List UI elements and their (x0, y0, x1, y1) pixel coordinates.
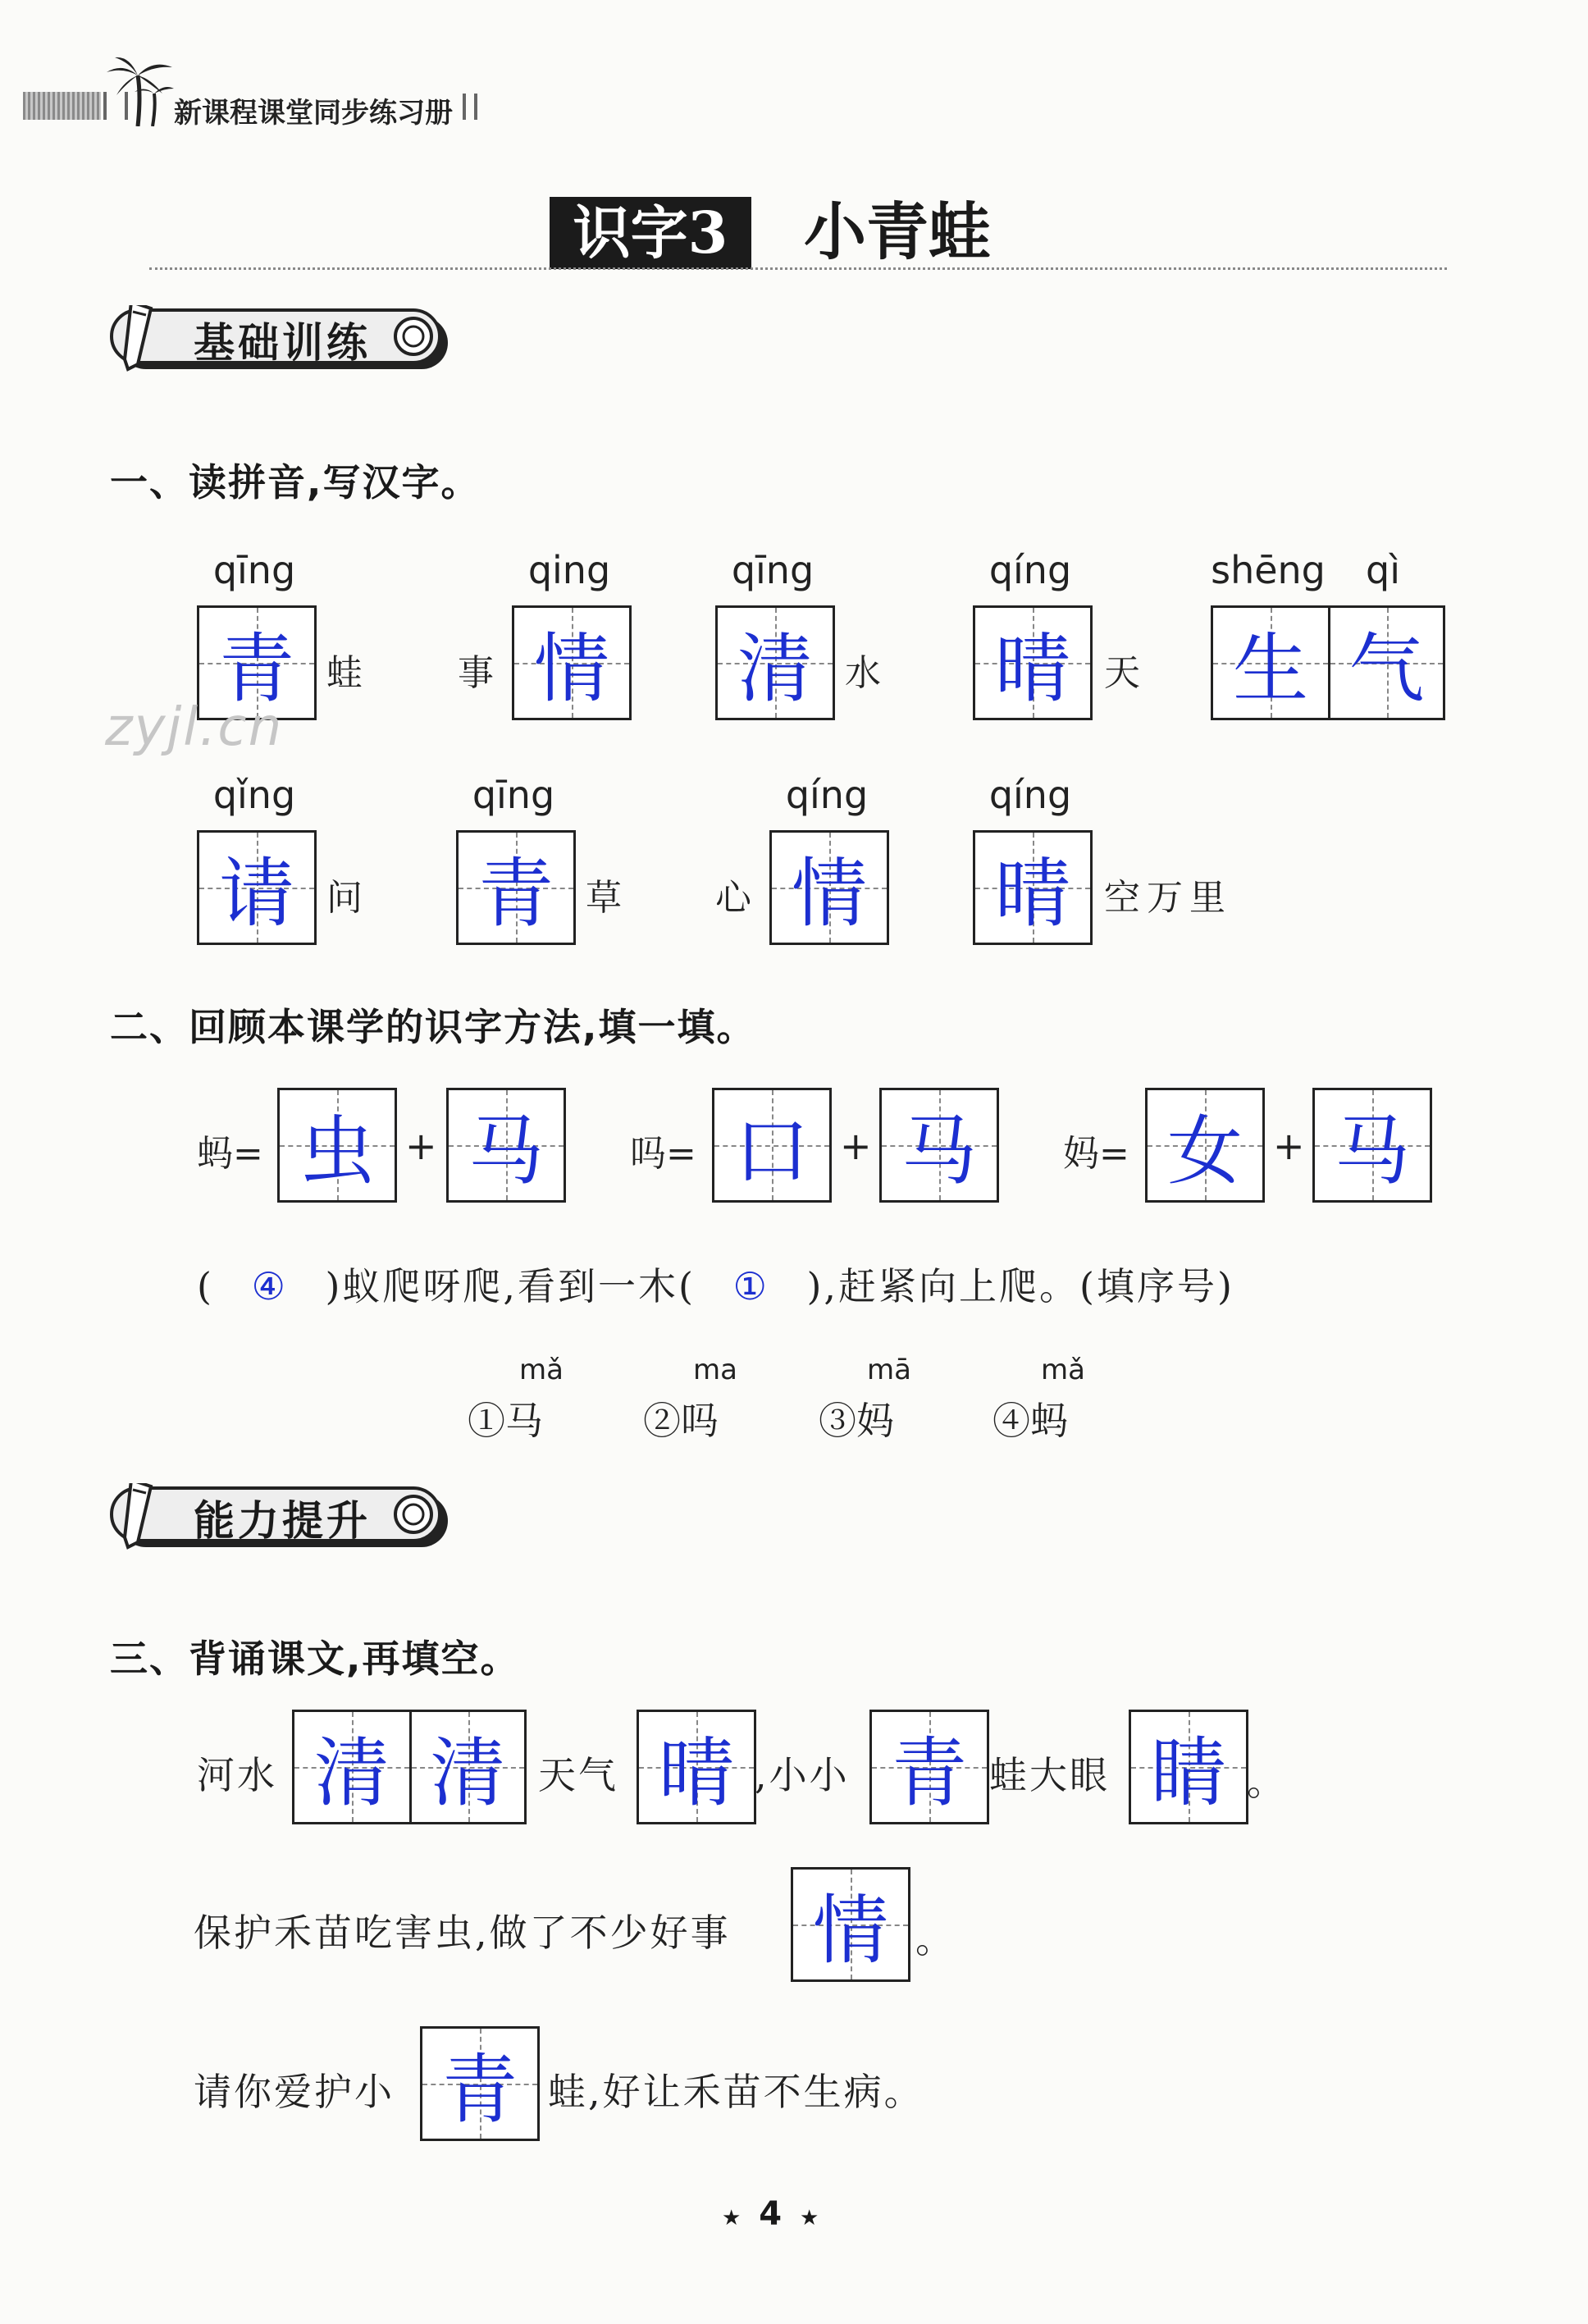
answer-cell: 女 (1148, 1090, 1262, 1200)
word-prefix: 事 (458, 652, 494, 694)
header-decor-bar (23, 92, 101, 120)
answer-box (1129, 1710, 1248, 1824)
answer-box (1145, 1088, 1265, 1203)
answer-cell: 气 (1328, 608, 1443, 718)
option-item: ①马 (468, 1399, 543, 1443)
header-decor-lines-right (463, 94, 477, 120)
question-1-prompt: 一、读拼音,写汉字。 (110, 460, 481, 505)
answer-box (869, 1710, 989, 1824)
pinyin: qíng (988, 773, 1072, 817)
answer-cell: 青 (422, 2029, 537, 2139)
answer-box (637, 1710, 756, 1824)
plus-sign: + (1273, 1124, 1305, 1168)
answer-cell: 清 (294, 1712, 409, 1822)
answer-cell: 清 (409, 1712, 524, 1822)
page-number: 4 (759, 2195, 783, 2233)
star-icon: ★ (800, 2206, 819, 2230)
title-divider (149, 267, 1447, 270)
answer-box (512, 605, 632, 720)
palm-tree-icon (105, 54, 174, 126)
section-title-advanced: 能力提升 (194, 1497, 371, 1545)
word-suffix: 空万里 (1104, 877, 1232, 919)
answer-cell: 情 (514, 608, 629, 718)
answer-box (973, 605, 1093, 720)
answer-box (446, 1088, 566, 1203)
poem-text: 天气 (538, 1753, 618, 1797)
poem-text: 蛙大眼 (989, 1753, 1110, 1797)
page-number-footer (722, 2195, 819, 2233)
answer-cell: 晴 (975, 833, 1090, 943)
answer-cell: 青 (199, 608, 314, 718)
answer-cell: 晴 (639, 1712, 754, 1822)
answer-cell: 口 (714, 1090, 829, 1200)
answer-box (715, 605, 835, 720)
answer-cell: 马 (882, 1090, 997, 1200)
poem-text: ,小小 (755, 1753, 850, 1797)
answer-box (712, 1088, 832, 1203)
book-title: 新课程课堂同步练习册 (174, 97, 453, 130)
answer-cell: 马 (1315, 1090, 1430, 1200)
plus-sign: + (405, 1124, 437, 1168)
option-pinyin: mǎ (1041, 1354, 1085, 1386)
section-badge-advanced (108, 1483, 453, 1557)
answer-box (791, 1867, 910, 1982)
pinyin: qíng (785, 773, 869, 817)
pinyin: qǐng (212, 773, 296, 817)
answer-box (1312, 1088, 1432, 1203)
sentence-answer-1: ④ (251, 1264, 288, 1308)
answer-cell: 情 (793, 1870, 908, 1979)
answer-box (973, 830, 1093, 945)
word-suffix: 蛙 (326, 652, 363, 694)
fill-sentence (197, 1257, 1234, 1311)
pinyin: qing (527, 548, 611, 592)
word-suffix: 天 (1104, 652, 1140, 694)
question-2-prompt: 二、回顾本课学的识字方法,填一填。 (110, 1005, 756, 1049)
lesson-label: 识字3 (550, 197, 751, 269)
pinyin: shēng (1211, 548, 1326, 592)
sentence-open: ( (197, 1264, 214, 1308)
answer-cell: 青 (459, 833, 573, 943)
option-item: ②吗 (643, 1399, 719, 1443)
answer-cell: 晴 (975, 608, 1090, 718)
answer-cell: 生 (1213, 608, 1328, 718)
sentence-text-2: ),赶紧向上爬。(填序号) (806, 1264, 1234, 1308)
question-3-prompt: 三、背诵课文,再填空。 (110, 1637, 520, 1681)
equation-lhs: 蚂= (197, 1133, 263, 1175)
answer-cell: 睛 (1131, 1712, 1246, 1822)
answer-cell: 马 (449, 1090, 564, 1200)
answer-box-double (292, 1710, 527, 1824)
word-suffix: 水 (845, 652, 881, 694)
answer-box (420, 2026, 540, 2141)
answer-box-double (1211, 605, 1445, 720)
pinyin: qīng (731, 548, 815, 592)
equation-lhs: 妈= (1063, 1133, 1129, 1175)
sentence-answer-2: ① (732, 1264, 769, 1308)
answer-cell: 青 (872, 1712, 987, 1822)
answer-cell: 请 (199, 833, 314, 943)
word-suffix: 草 (586, 877, 622, 919)
answer-box (277, 1088, 397, 1203)
pinyin: qíng (988, 548, 1072, 592)
option-pinyin: mǎ (519, 1354, 564, 1386)
sentence-text-1: )蚁爬呀爬,看到一木( (325, 1264, 696, 1308)
poem-text: 请你爱护小 (194, 2070, 395, 2114)
watermark: zyjl.cn (105, 697, 284, 758)
pinyin: qì (1366, 548, 1400, 592)
star-icon: ★ (722, 2206, 742, 2230)
plus-sign: + (840, 1124, 872, 1168)
pinyin: qīng (212, 548, 296, 592)
word-suffix: 问 (326, 877, 363, 919)
poem-text: 。 (915, 1917, 956, 1961)
poem-text: 蛙,好让禾苗不生病。 (548, 2070, 924, 2114)
option-item: ③妈 (819, 1399, 894, 1443)
equation-lhs: 吗= (630, 1133, 696, 1175)
poem-text: 保护禾苗吃害虫,做了不少好事 (194, 1911, 731, 1955)
answer-cell: 虫 (280, 1090, 395, 1200)
answer-box (879, 1088, 999, 1203)
option-pinyin: ma (693, 1354, 737, 1386)
section-badge-basic (108, 305, 453, 379)
poem-text: 。 (1247, 1760, 1287, 1804)
option-item: ④蚂 (992, 1399, 1068, 1443)
answer-box (197, 830, 317, 945)
answer-box (456, 830, 576, 945)
word-prefix: 心 (715, 877, 751, 919)
lesson-name: 小青蛙 (804, 195, 991, 268)
option-pinyin: mā (867, 1354, 911, 1386)
poem-text: 河水 (197, 1753, 277, 1797)
pinyin: qīng (472, 773, 555, 817)
answer-cell: 情 (772, 833, 887, 943)
answer-box (769, 830, 889, 945)
section-title-basic: 基础训练 (194, 319, 371, 367)
answer-cell: 清 (718, 608, 833, 718)
